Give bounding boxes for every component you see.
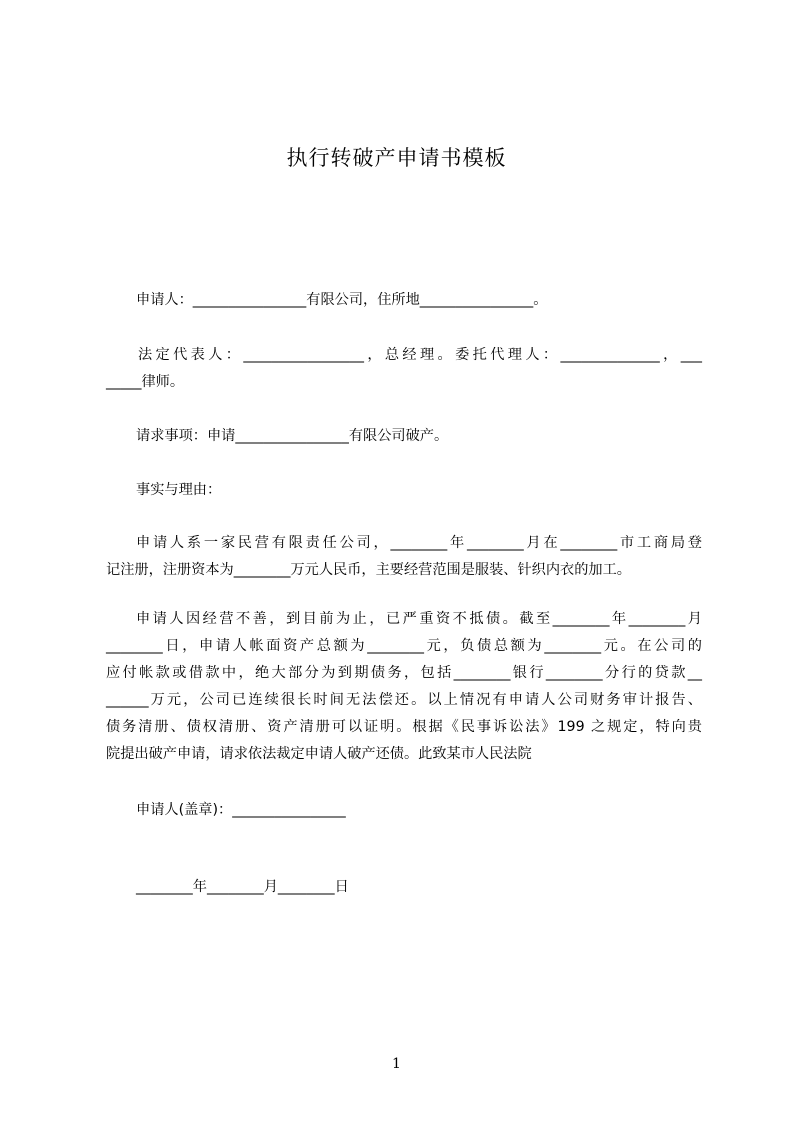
document-title: 执行转破产申请书模板 — [286, 146, 507, 170]
facts-p1-line-1: 申请人系一家民营有限责任公司，________年________月在________市工商局登 — [136, 535, 702, 551]
facts-p2-line-5: 债务清册、债权清册、资产清册可以证明。根据《民事诉讼法》199 之规定，特向贵 — [106, 719, 702, 735]
legal-rep-line-1: 法定代表人：_________________，总经理。委托代理人：______________，___ — [138, 347, 702, 363]
legal-rep-line-2: _____律师。 — [106, 374, 185, 390]
date-paragraph — [106, 874, 702, 901]
applicant-line: 申请人：________________有限公司，住所地________________。 — [136, 292, 548, 308]
facts-p2-line-4: ______万元，公司已连续很长时间无法偿还。以上情况有申请人公司财务审计报告、 — [106, 692, 702, 708]
legal-representative-paragraph — [106, 342, 702, 396]
facts-p2-line-2: ________日，申请人帐面资产总额为________元，负债总额为________元。在公司的 — [106, 638, 702, 654]
facts-p2-line-3: 应付帐款或借款中，绝大部分为到期债务，包括________银行________分行的贷款__ — [106, 665, 702, 681]
facts-p2-line-1: 申请人因经营不善，到目前为止，已严重资不抵债。截至________年________月 — [136, 611, 702, 627]
facts-p2-line-6: 院提出破产申请，请求依法裁定申请人破产还债。此致某市人民法院 — [106, 746, 532, 762]
request-paragraph — [106, 423, 702, 450]
page-number: 1 — [392, 1056, 401, 1072]
facts-heading-text: 事实与理由： — [136, 482, 222, 498]
facts-p1-line-2: 记注册，注册资本为________万元人民币，主要经营范围是服装、针织内衣的加工。 — [106, 562, 631, 578]
facts-paragraph-2 — [106, 606, 702, 768]
request-line: 请求事项：申请________________有限公司破产。 — [136, 428, 449, 444]
date-line: ________年________月________日 — [136, 879, 349, 895]
facts-paragraph-1 — [106, 530, 702, 584]
seal-paragraph — [106, 797, 702, 824]
applicant-paragraph — [106, 287, 702, 314]
facts-heading — [106, 477, 702, 504]
seal-line: 申请人(盖章)：________________ — [136, 802, 346, 818]
